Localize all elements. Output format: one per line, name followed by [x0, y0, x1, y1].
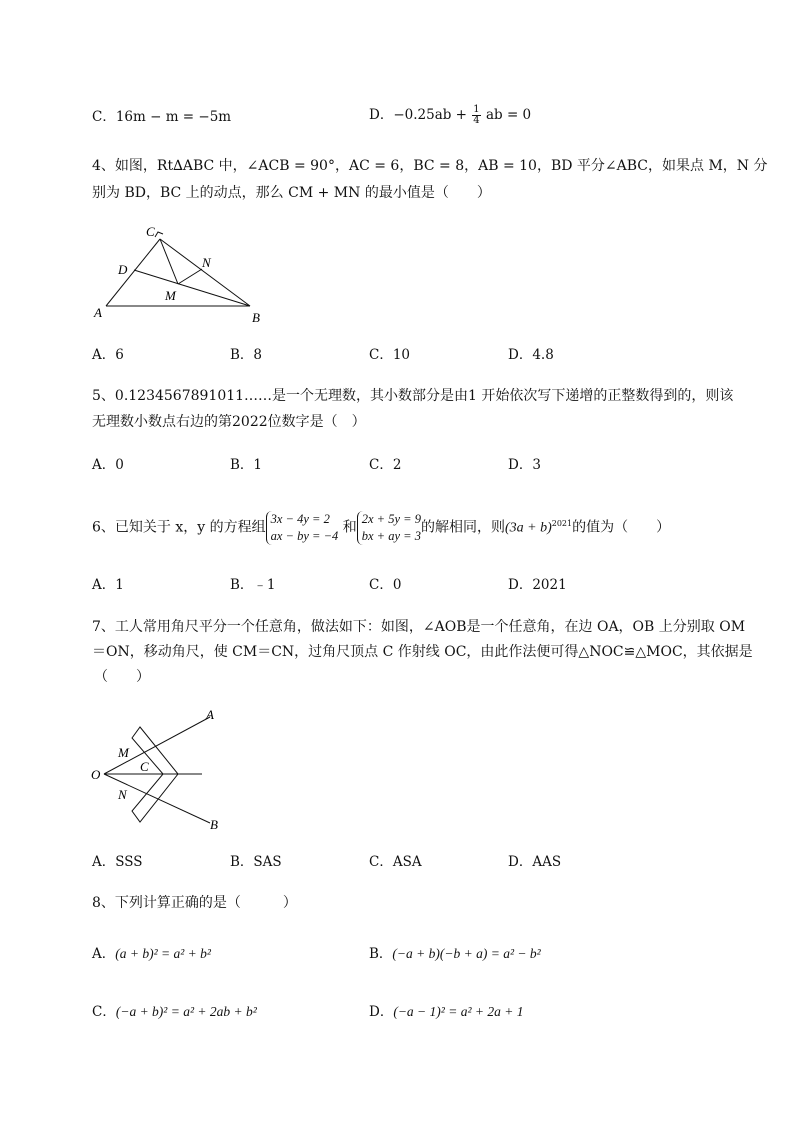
- system2-eq2: bx + ay = 3: [361, 528, 421, 543]
- q3-option-d-pre: D．−0.25ab +: [369, 107, 467, 123]
- q7-option-c: C．ASA: [369, 854, 422, 870]
- q6-stem-post1: 的解相同，则: [420, 519, 505, 536]
- q7-option-a: A．SSS: [92, 854, 143, 870]
- q5-stem-line1: 5、0.1234567891011……是一个无理数，其小数部分是由1 开始依次写下递增的正整数得到的，则该: [92, 388, 734, 404]
- q6-system-2: [357, 511, 421, 545]
- q8-option-b: [369, 944, 541, 964]
- q4-stem-line2: 别为 BD，BC 上的动点，那么 CM + MN 的最小值是（ ）: [92, 185, 491, 201]
- q6-expression: (3a + b): [504, 520, 552, 536]
- q6-option-a: A．1: [92, 577, 124, 593]
- side-ac: [106, 239, 160, 306]
- q7-option-d: D．AAS: [508, 854, 562, 870]
- label-a: A: [94, 305, 102, 320]
- q6-stem-post2: 的值为（ ）: [572, 519, 671, 536]
- q6-option-d: D．2021: [508, 577, 567, 593]
- q7-stem-line1: 7、工人常用角尺平分一个任意角，做法如下：如图，∠AOB是一个任意角，在边 OA，OB 上分别取 OM: [92, 619, 746, 635]
- q4-option-d: D．4.8: [508, 347, 554, 363]
- label-m: M: [165, 288, 176, 303]
- label-b: B: [210, 817, 218, 832]
- q5-option-d: D．3: [508, 457, 541, 473]
- label-n: N: [202, 255, 211, 270]
- q4-triangle-figure: [88, 218, 278, 326]
- option-expression: (a + b)² = a² + b²: [115, 946, 211, 961]
- q5-option-b: B．1: [230, 457, 263, 473]
- q4-option-c: C．10: [369, 347, 411, 363]
- option-label: C．: [92, 1004, 116, 1020]
- q5-option-c: C．2: [369, 457, 402, 473]
- q4-option-a: A．6: [92, 347, 124, 363]
- ruler-upper-arm: [132, 727, 178, 774]
- fraction-numerator: 1: [473, 104, 480, 115]
- label-c: C: [140, 759, 149, 774]
- q3-option-d-post: ab = 0: [485, 107, 532, 123]
- right-angle-mark: [155, 232, 163, 237]
- q7-stem-line3: （ ）: [94, 669, 150, 685]
- system2-eq1: 2x + 5y = 9: [361, 511, 421, 526]
- q7-stem-line2: ＝ON，移动角尺，使 CM＝CN，过角尺顶点 C 作射线 OC，由此作法便可得△NOC≌△MOC，其依据是: [92, 644, 753, 660]
- q5-stem-line2: 无理数小数点右边的第2022位数字是（ ）: [92, 414, 366, 430]
- label-d: D: [118, 262, 128, 277]
- fraction-denominator: 4: [473, 115, 480, 126]
- option-expression: (−a + b)² = a² + 2ab + b²: [115, 1004, 257, 1019]
- label-o: O: [91, 767, 101, 782]
- q4-stem-line1: 4、如图，Rt∆ABC 中，∠ACB = 90°，AC = 6，BC = 8，AB = 10，BD 平分∠ABC，如果点 M，N 分: [92, 158, 768, 174]
- q6-system-1: [266, 511, 339, 545]
- option-label: D．: [369, 1004, 394, 1020]
- q8-option-c: [92, 1002, 257, 1022]
- q6-stem-mid: 和: [342, 519, 357, 536]
- system1-eq2: ax − by = −4: [270, 528, 339, 543]
- system1-eq1: 3x − 4y = 2: [270, 511, 330, 526]
- label-n: N: [118, 787, 127, 802]
- option-expression: (−a − 1)² = a² + 2a + 1: [393, 1004, 524, 1019]
- option-label: A．: [92, 946, 116, 962]
- q5-option-a: A．0: [92, 457, 124, 473]
- option-expression: (−a + b)(−b + a) = a² − b²: [392, 946, 541, 961]
- label-c: C: [146, 224, 155, 239]
- q8-stem: 8、下列计算正确的是（ ）: [92, 895, 297, 911]
- label-m: M: [118, 745, 129, 760]
- segment-mn: [178, 269, 202, 284]
- q7-angle-ruler-figure: [86, 705, 236, 835]
- q6-stem: [92, 505, 670, 548]
- q8-option-d: [369, 1002, 523, 1022]
- q4-option-b: B．8: [230, 347, 263, 363]
- q6-stem-pre: 6、已知关于 x，y 的方程组: [92, 519, 266, 536]
- q8-option-a: [92, 944, 211, 964]
- label-a: A: [206, 707, 214, 722]
- q6-option-c: C．0: [369, 577, 402, 593]
- option-label: B．: [369, 946, 393, 962]
- q7-option-b: B．SAS: [230, 854, 282, 870]
- q3-option-c: C．16m − m = −5m: [92, 109, 232, 125]
- q6-option-b: B．﹣1: [230, 577, 276, 593]
- q3-option-d: [369, 105, 531, 126]
- q6-exponent: 2021: [551, 519, 573, 528]
- q3-option-d-fraction: [472, 105, 480, 126]
- label-b: B: [252, 310, 260, 325]
